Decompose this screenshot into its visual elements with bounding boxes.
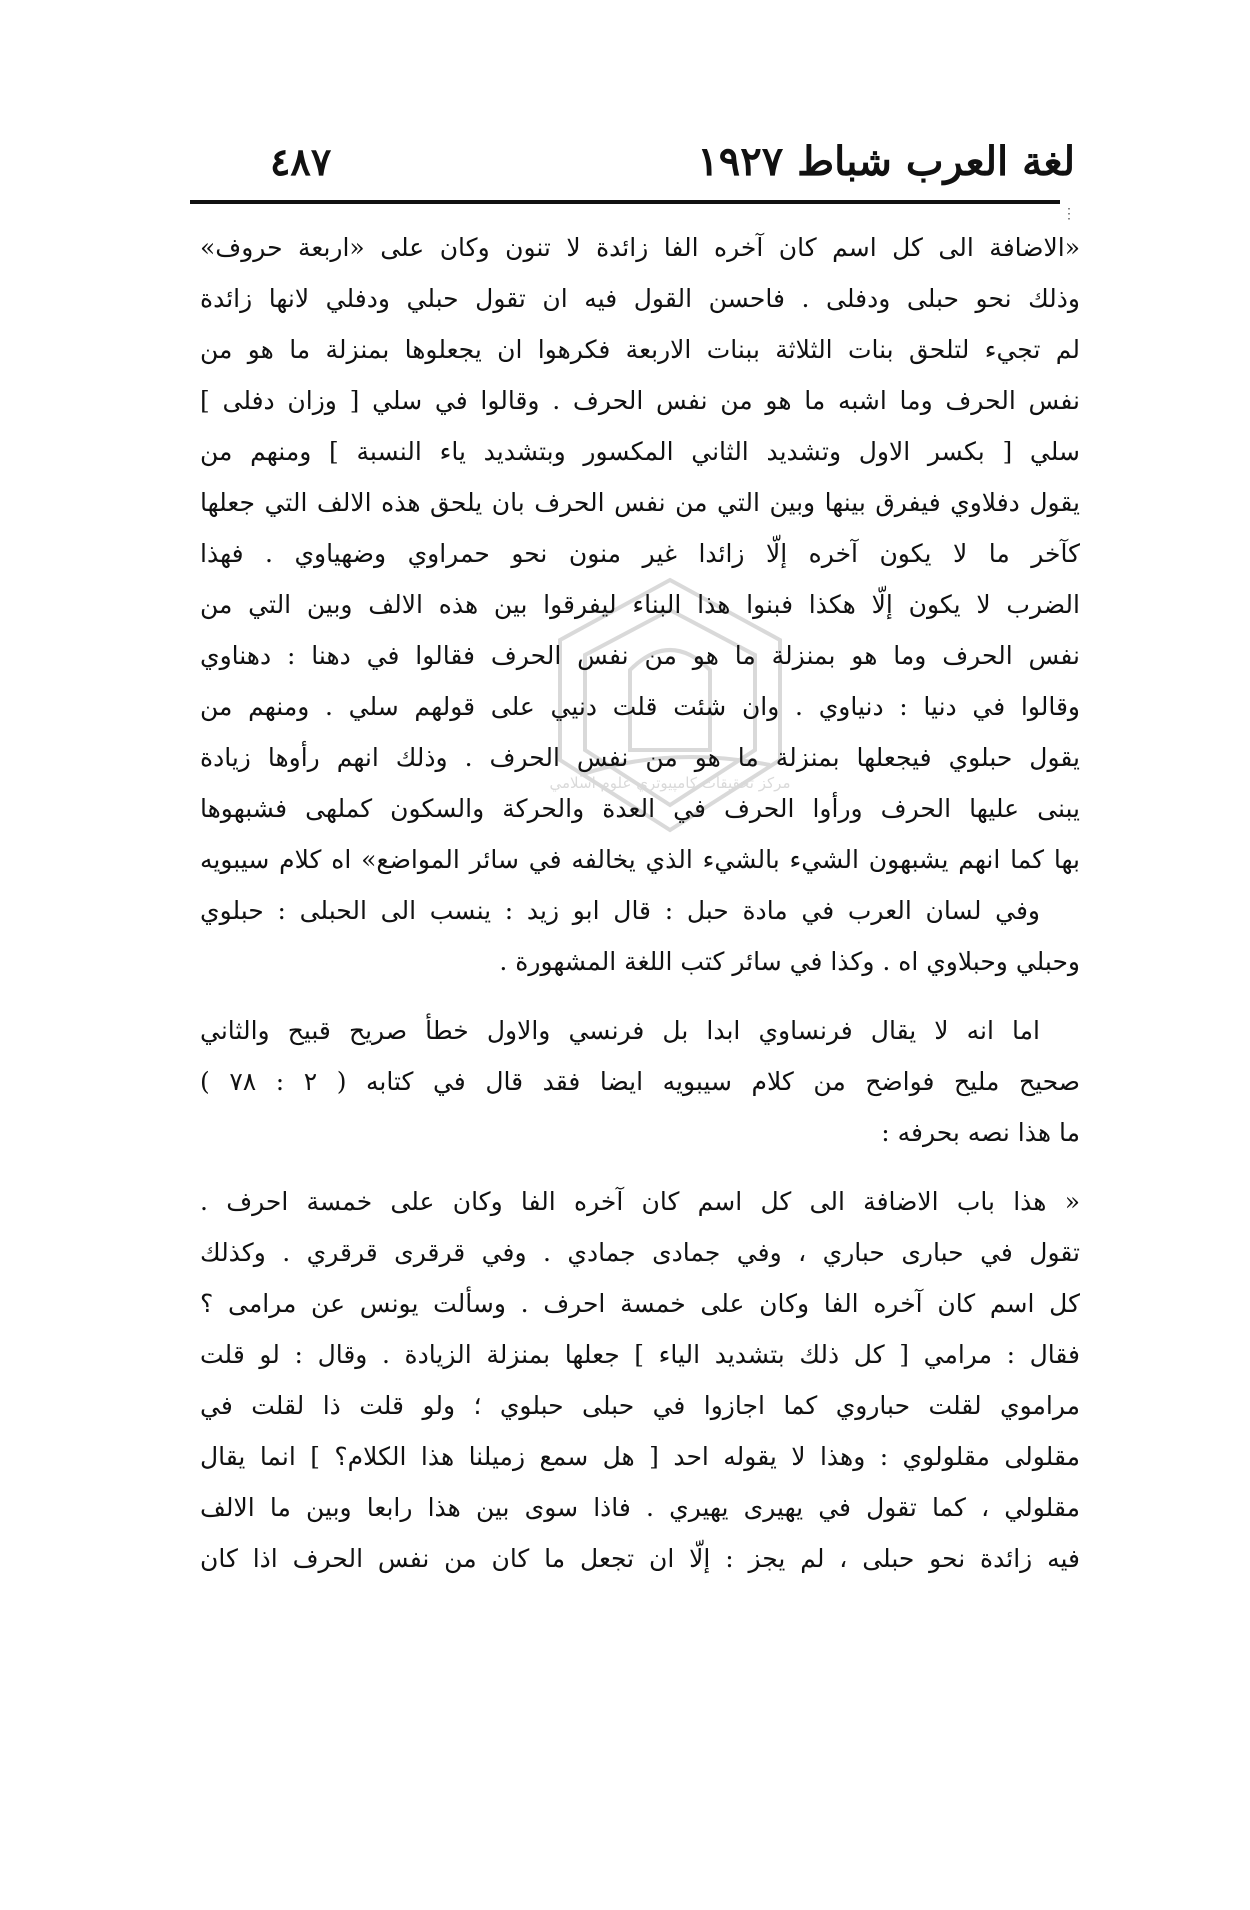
text-line: وفي لسان العرب في مادة حبل : قال ابو زيد : ينسب الى الحبلى : حبلوي xyxy=(200,896,1040,925)
text-line: وذلك نحو حبلى ودفلى . فاحسن القول فيه ان تقول حبلي ودفلي لانها زائدة xyxy=(200,284,1080,313)
text-line: وحبلي وحبلاوي اه . وكذا في سائر كتب اللغة المشهورة . xyxy=(499,947,1080,976)
text-line: وقالوا في دنيا : دنياوي . وان شئت قلت دنيي على قولهم سلي . ومنهم من xyxy=(200,692,1080,721)
text-line: فيه زائدة نحو حبلى ، لم يجز : إلّا ان تجعل ما كان من نفس الحرف اذا كان xyxy=(200,1544,1080,1573)
text-line: يقول حبلوي فيجعلها بمنزلة ما هو من نفس الحرف . وذلك انهم رأوها زيادة xyxy=(200,743,1080,772)
paragraph-1 xyxy=(200,222,1080,885)
text-line: صحيح مليح فواضح من كلام سيبويه ايضا فقد قال في كتابه ( ٢ : ٧٨ ) xyxy=(200,1067,1080,1096)
text-line: يقول دفلاوي فيفرق بينها وبين التي من نفس الحرف بان يلحق هذه الالف التي جعلها xyxy=(200,488,1080,517)
paragraph-3 xyxy=(200,1005,1080,1158)
header-divider xyxy=(190,200,1060,204)
running-header xyxy=(270,132,1075,192)
text-line: « هذا باب الاضافة الى كل اسم كان آخره الفا وكان على خمسة احرف . xyxy=(200,1187,1080,1216)
text-line: مراموي لقلت حباروي كما اجازوا في حبلى حبلوي ؛ ولو قلت ذا لقلت في xyxy=(200,1391,1080,1420)
text-line: مقلولى مقلولوي : وهذا لا يقوله احد [ هل سمع زميلنا هذا الكلام؟ ] انما يقال xyxy=(200,1442,1080,1471)
text-line: كآخر ما لا يكون آخره إلّا زائدا غير منون نحو حمراوي وضهياوي . فهذا xyxy=(200,539,1080,568)
page-number: ٤٨٧ xyxy=(270,139,332,184)
text-line: بها كما انهم يشبهون الشيء بالشيء الذي يخالفه في سائر المواضع» اه كلام سيبويه xyxy=(200,845,1080,874)
text-line: مقلولي ، كما تقول في يهيرى يهيري . فاذا سوى بين هذا رابعا وبين ما الالف xyxy=(200,1493,1080,1522)
text-line: نفس الحرف وما اشبه ما هو من نفس الحرف . وقالوا في سلي [ وزان دفلى ] xyxy=(200,386,1080,415)
header-divider-dots: ⋮ xyxy=(1062,206,1076,222)
article-body xyxy=(200,222,1080,1584)
text-line: كل اسم كان آخره الفا وكان على خمسة احرف . وسألت يونس عن مرامى ؟ xyxy=(200,1289,1080,1318)
paragraph-2 xyxy=(200,885,1080,987)
text-line: فقال : مرامي [ كل ذلك بتشديد الياء ] جعلها بمنزلة الزيادة . وقال : لو قلت xyxy=(200,1340,1080,1369)
text-line: «الاضافة الى كل اسم كان آخره الفا زائدة لا تنون وكان على «اربعة حروف» xyxy=(200,233,1080,262)
text-line: نفس الحرف وما هو بمنزلة ما هو من نفس الحرف فقالوا في دهنا : دهناوي xyxy=(200,641,1080,670)
text-line: ما هذا نصه بحرفه : xyxy=(881,1118,1080,1147)
text-line: سلي [ بكسر الاول وتشديد الثاني المكسور وبتشديد ياء النسبة ] ومنهم من xyxy=(200,437,1080,466)
text-line: يبنى عليها الحرف ورأوا الحرف في العدة والحركة والسكون كملهى فشبهوها xyxy=(200,794,1080,823)
text-line: تقول في حبارى حباري ، وفي جمادى جمادي . وفي قرقرى قرقري . وكذلك xyxy=(200,1238,1080,1267)
text-line: لم تجيء لتلحق بنات الثلاثة ببنات الاربعة فكرهوا ان يجعلوها بمنزلة ما هو من xyxy=(200,335,1080,364)
text-line: الضرب لا يكون إلّا هكذا فبنوا هذا البناء ليفرقوا بين هذه الالف وبين التي من xyxy=(200,590,1080,619)
paragraph-4-quotation xyxy=(200,1176,1080,1584)
seal-text: مركز تحقيقات كامپيوتري علوم اسلامي xyxy=(549,774,791,792)
text-line: اما انه لا يقال فرنساوي ابدا بل فرنسي والاول خطأ صريح قبيح والثاني xyxy=(200,1016,1040,1045)
journal-title: لغة العرب شباط ١٩٢٧ xyxy=(697,138,1075,185)
